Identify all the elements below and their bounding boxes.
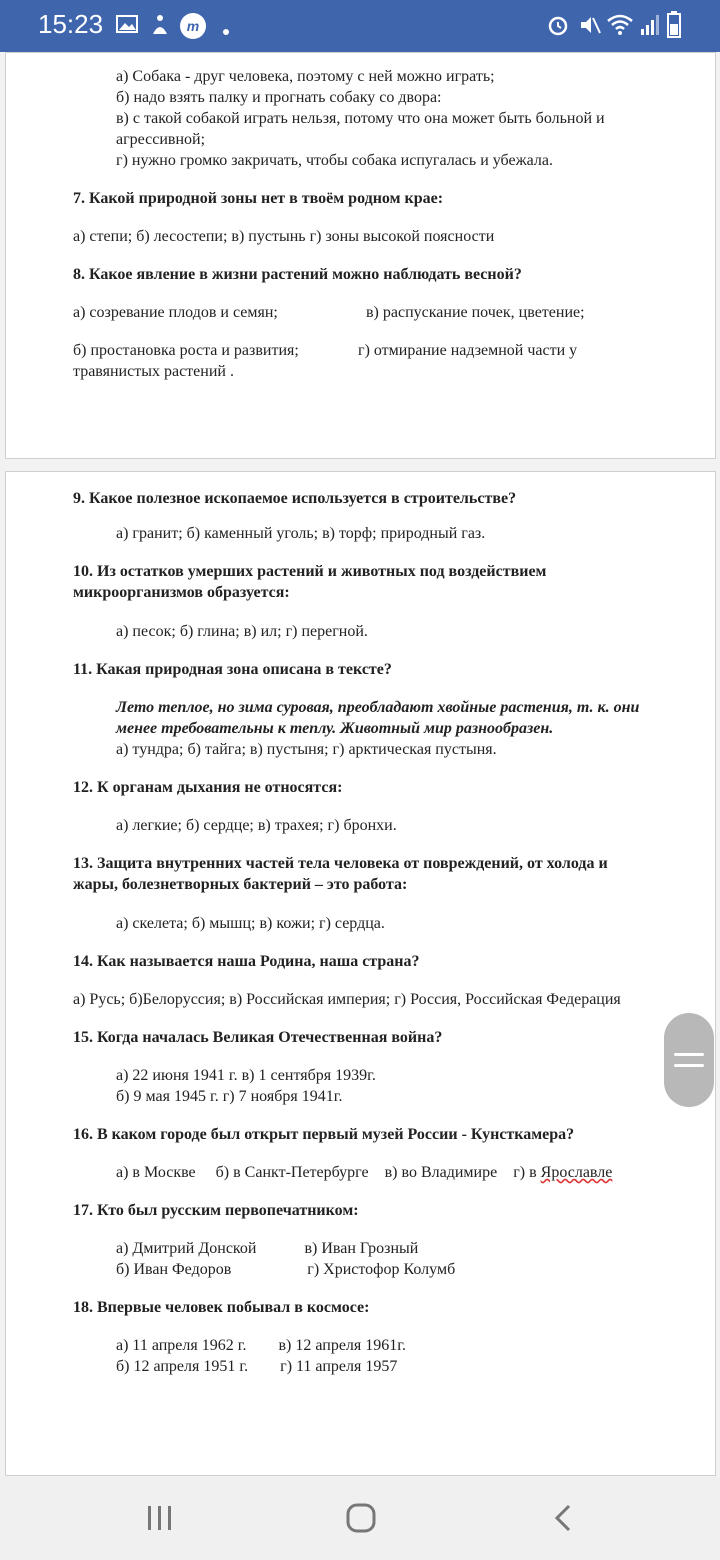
question-11: 11. Какая природная зона описана в тексте? — [73, 661, 392, 678]
question-17-answers-line2: б) Иван Федоров г) Христофор Колумб — [116, 1261, 456, 1278]
question-13-line2: жары, болезнетворных бактерий – это работа: — [73, 876, 408, 893]
spellcheck-word: Ярославле — [540, 1164, 613, 1181]
svg-text:m: m — [186, 18, 200, 34]
question-11-text-line1: Лето теплое, но зима суровая, преобладают хвойные растения, т. к. они — [116, 699, 640, 716]
dog-option-g: г) нужно громко закричать, чтобы собака испугалась и убежала. — [116, 152, 553, 169]
question-11-answers: а) тундра; б) тайга; в) пустыня; г) арктическая пустыня. — [116, 741, 497, 758]
dog-option-a: а) Собака - друг человека, поэтому с ней можно играть; — [116, 68, 495, 85]
dog-option-b: б) надо взять палку и прогнать собаку со двора: — [116, 89, 442, 106]
battery-icon — [667, 10, 681, 43]
question-8: 8. Какое явление в жизни растений можно наблюдать весной? — [73, 266, 522, 283]
signal-icon — [640, 12, 660, 41]
question-13-line1: 13. Защита внутренних частей тела человека от повреждений, от холода и — [73, 855, 608, 872]
wifi-icon — [606, 12, 634, 41]
scroll-handle[interactable] — [664, 1013, 714, 1107]
question-16-answers-text: а) в Москве б) в Санкт-Петербурге в) во Владимире г) в — [116, 1164, 541, 1181]
document-page-1 — [5, 52, 716, 459]
question-8-answer-v: в) распускание почек, цветение; — [366, 304, 585, 321]
question-15-answers-line2: б) 9 мая 1945 г. г) 7 ноября 1941г. — [116, 1088, 343, 1105]
status-time: 15:23 — [38, 9, 104, 39]
alarm-icon — [546, 13, 570, 42]
scroll-handle-line — [674, 1053, 704, 1056]
scroll-handle-line — [674, 1064, 704, 1067]
question-18-answers-line2: б) 12 апреля 1951 г. г) 11 апреля 1957 — [116, 1358, 398, 1375]
status-bar — [0, 0, 720, 52]
navigation-bar — [0, 1476, 720, 1560]
question-8-answer-g-cont: травянистых растений . — [73, 363, 234, 380]
notification-dot-icon — [223, 22, 229, 40]
dog-option-v-cont: агрессивной; — [116, 131, 206, 148]
accessibility-icon — [150, 14, 170, 41]
question-18: 18. Впервые человек побывал в космосе: — [73, 1299, 370, 1316]
question-17: 17. Кто был русским первопечатником: — [73, 1202, 359, 1219]
document-page-2 — [5, 471, 716, 1476]
home-icon[interactable] — [346, 1503, 376, 1538]
question-7-answers: а) степи; б) лесостепи; в) пустынь г) зоны высокой поясности — [73, 228, 495, 245]
question-18-answers-line1: а) 11 апреля 1962 г. в) 12 апреля 1961г. — [116, 1337, 407, 1354]
recent-apps-icon[interactable] — [146, 1504, 174, 1537]
question-15-answers-line1: а) 22 июня 1941 г. в) 1 сентября 1939г. — [116, 1067, 376, 1084]
question-7: 7. Какой природной зоны нет в твоём родном крае: — [73, 190, 444, 207]
question-10-line2: микроорганизмов образуется: — [73, 584, 290, 601]
question-8-answer-a: а) созревание плодов и семян; — [73, 304, 278, 321]
back-icon[interactable] — [553, 1503, 573, 1538]
question-13-answers: а) скелета; б) мышц; в) кожи; г) сердца. — [116, 915, 385, 932]
question-11-text-line2: менее требовательны к теплу. Животный мир разнообразен. — [116, 720, 554, 737]
question-12: 12. К органам дыхания не относятся: — [73, 779, 343, 796]
mute-icon — [578, 13, 602, 42]
question-8-answer-g: г) отмирание надземной части у — [358, 342, 578, 359]
question-12-answers: а) легкие; б) сердце; в) трахея; г) бронхи. — [116, 817, 397, 834]
question-10-line1: 10. Из остатков умерших растений и животных под воздействием — [73, 563, 547, 580]
question-9: 9. Какое полезное ископаемое используется в строительстве? — [73, 490, 517, 507]
question-10-answers: а) песок; б) глина; в) ил; г) перегной. — [116, 623, 368, 640]
question-9-answers: а) гранит; б) каменный уголь; в) торф; природный газ. — [116, 525, 486, 542]
question-14: 14. Как называется наша Родина, наша страна? — [73, 953, 420, 970]
question-15: 15. Когда началась Великая Отечественная война? — [73, 1029, 443, 1046]
question-16: 16. В каком городе был открыт первый музей России - Кунсткамера? — [73, 1126, 575, 1143]
question-17-answers-line1: а) Дмитрий Донской в) Иван Грозный — [116, 1240, 419, 1257]
dog-option-v: в) с такой собакой играть нельзя, потому что она может быть больной и — [116, 110, 605, 127]
gallery-icon — [116, 14, 138, 39]
question-14-answers: а) Русь; б)Белоруссия; в) Российская империя; г) Россия, Российская Федерация — [73, 991, 621, 1008]
question-16-answers — [116, 1162, 612, 1183]
app-logo-icon — [179, 12, 207, 45]
question-8-answer-b: б) простановка роста и развития; — [73, 342, 299, 359]
